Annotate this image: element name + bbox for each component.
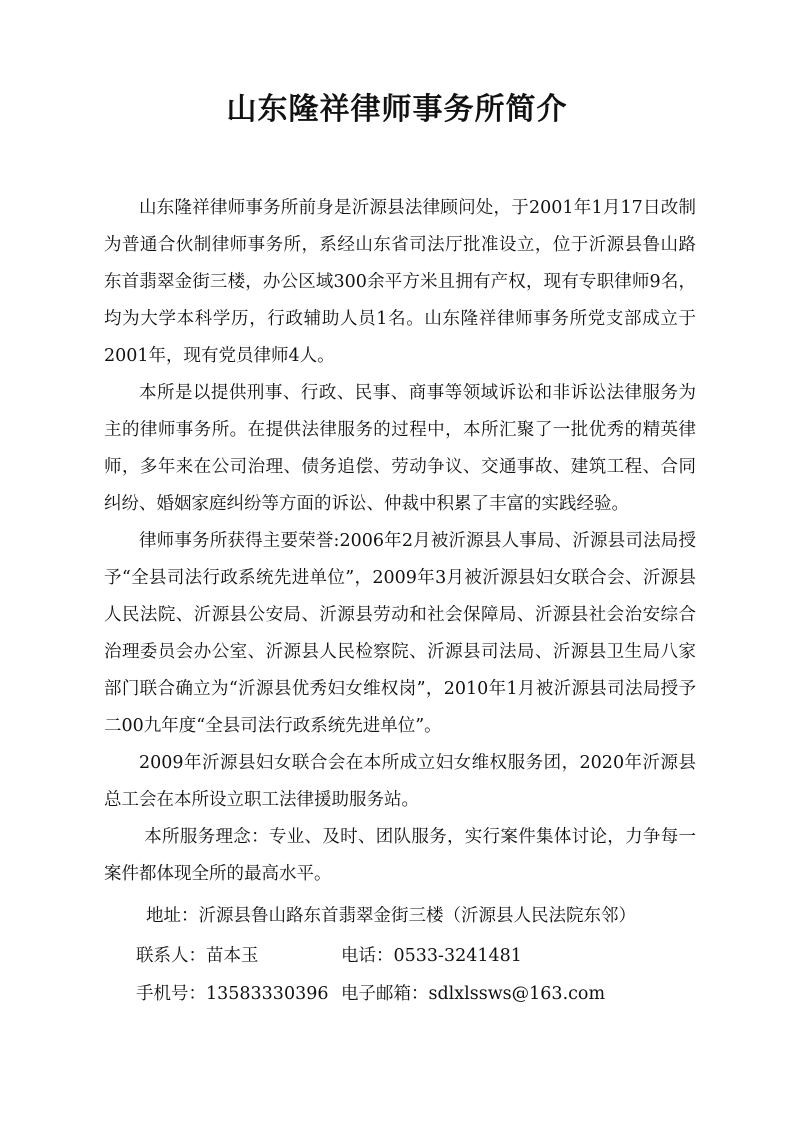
- paragraph-service-stations: 2009年沂源县妇女联合会在本所成立妇女维权服务团，2020年沂源县总工会在本所设立职工法律援助服务站。: [104, 753, 696, 810]
- paragraph-philosophy: 本所服务理念：专业、及时、团队服务，实行案件集体讨论，力争每一案件都体现全所的最高水平。: [104, 827, 696, 884]
- phone-number: 电话：0533-3241481: [341, 946, 522, 966]
- document-body: [104, 190, 696, 893]
- mobile-line: [136, 976, 716, 1013]
- contact-person: 联系人：苗本玉: [136, 946, 259, 966]
- page-title: 山东隆祥律师事务所简介: [226, 92, 568, 127]
- paragraph-history: 山东隆祥律师事务所前身是沂源县法律顾问处，于2001年1月17日改制为普通合伙制律师事务所，系经山东省司法厅批准设立，位于沂源县鲁山路东首翡翠金街三楼，办公区域300余平方米且拥有产权，现有专职律师9名，均为大学本科学历，行政辅助人员1名。山东隆祥律师事务所党支部成立于2001年，现有党员律师4人。: [104, 198, 696, 366]
- paragraph-services: 本所是以提供刑事、行政、民事、商事等领域诉讼和非诉讼法律服务为主的律师事务所。在提供法律服务的过程中，本所汇聚了一批优秀的精英律师，多年来在公司治理、债务追偿、劳动争议、交通事故、建筑工程、合同纠纷、婚姻家庭纠纷等方面的诉讼、仲裁中积累了丰富的实践经验。: [104, 383, 696, 514]
- address-line: 地址：沂源县鲁山路东首翡翠金街三楼（沂源县人民法院东邻）: [146, 906, 636, 926]
- email-address: 电子邮箱：sdlxlssws@163.com: [341, 984, 606, 1004]
- mobile-number: 手机号：13583330396: [136, 984, 329, 1004]
- contact-line: [136, 938, 716, 975]
- paragraph-honors: 律师事务所获得主要荣誉:2006年2月被沂源县人事局、沂源县司法局授予“全县司法行政系统先进单位”，2009年3月被沂源县妇女联合会、沂源县人民法院、沂源县公安局、沂源县劳动和社会保障局、沂源县社会治安综合治理委员会办公室、沂源县人民检察院、沂源县司法局、沂源县卫生局八家部门联合确立为“沂源县优秀妇女维权岗”，2010年1月被沂源县司法局授予二00九年度“全县司法行政系统先进单位”。: [104, 531, 696, 736]
